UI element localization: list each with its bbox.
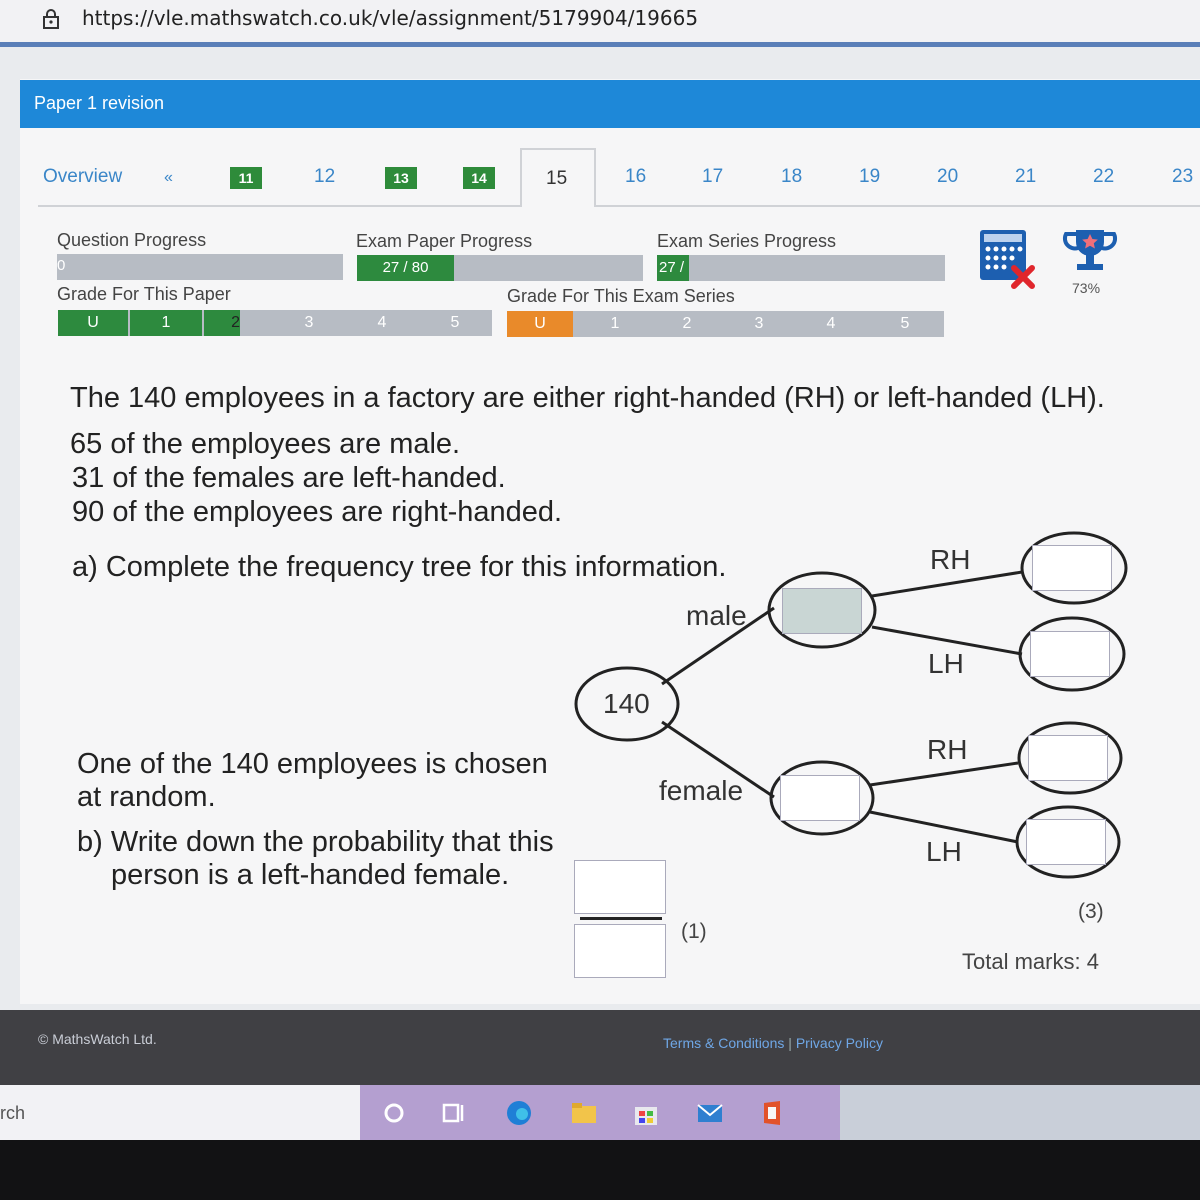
question-line-1: The 140 employees in a factory are either right-handed (RH) or left-handed (LH). xyxy=(70,382,1105,414)
branch-female-rh xyxy=(870,763,1018,785)
marks-part-b: (1) xyxy=(681,920,707,943)
file-explorer-icon[interactable] xyxy=(570,1099,598,1127)
terms-link[interactable]: Terms & Conditions xyxy=(663,1035,785,1051)
tab-prev-arrow[interactable]: « xyxy=(164,169,173,186)
trophy-percent: 73% xyxy=(1072,280,1101,296)
grade-paper-segment: 2 xyxy=(204,310,240,336)
male-label: male xyxy=(686,600,747,631)
random-line-1: One of the 140 employees is chosen xyxy=(77,748,548,780)
random-line-2: at random. xyxy=(77,781,216,813)
footer-links xyxy=(663,1035,883,1051)
male-rh-answer-input[interactable] xyxy=(1032,545,1112,591)
copyright: © MathsWatch Ltd. xyxy=(38,1031,157,1047)
question-progress-value: 0 xyxy=(57,257,66,274)
windows-taskbar xyxy=(0,1085,1200,1140)
grade-paper-segment: U xyxy=(58,310,128,336)
tab-20[interactable]: 20 xyxy=(937,166,959,187)
edge-browser-icon[interactable] xyxy=(505,1099,533,1127)
tab-17[interactable]: 17 xyxy=(702,166,724,187)
tab-13[interactable]: 13 xyxy=(385,167,417,189)
grade-series-segment: 3 xyxy=(754,315,764,332)
grade-paper-segment: 5 xyxy=(450,314,460,331)
site-footer xyxy=(0,1010,1200,1085)
mail-icon[interactable] xyxy=(696,1099,724,1127)
part-a-instruction: a) Complete the frequency tree for this information. xyxy=(72,551,727,583)
question-line-4: 90 of the employees are right-handed. xyxy=(72,496,563,528)
probability-denominator-input[interactable] xyxy=(574,924,666,978)
female-label: female xyxy=(659,775,744,806)
part-b-line-2: person is a left-handed female. xyxy=(111,859,510,891)
grade-series-segment: U xyxy=(507,311,573,337)
lh-label-female: LH xyxy=(926,836,962,867)
rh-label-female: RH xyxy=(927,734,968,765)
grade-paper-label: Grade For This Paper xyxy=(57,284,231,304)
exam-series-progress-label: Exam Series Progress xyxy=(657,231,837,251)
taskbar-apps xyxy=(360,1085,840,1140)
part-b-line-1: b) Write down the probability that this xyxy=(77,826,554,858)
search-placeholder: rch xyxy=(0,1103,26,1123)
marks-part-a: (3) xyxy=(1078,900,1104,923)
tab-14[interactable]: 14 xyxy=(463,167,495,189)
tab-15-label: 15 xyxy=(546,168,568,189)
rh-label-male: RH xyxy=(930,544,971,575)
office-icon[interactable] xyxy=(758,1099,786,1127)
exam-paper-progress-fill: 27 / 80 xyxy=(357,255,454,281)
question-progress-label: Question Progress xyxy=(57,230,207,250)
tab-overview[interactable]: Overview xyxy=(43,166,123,187)
male-answer-input[interactable] xyxy=(782,588,862,634)
tab-11[interactable]: 11 xyxy=(230,167,262,189)
tab-18[interactable]: 18 xyxy=(781,166,803,187)
grade-series-label: Grade For This Exam Series xyxy=(507,286,735,306)
monitor-bezel xyxy=(0,1140,1200,1200)
tab-12[interactable]: 12 xyxy=(314,166,336,187)
probability-numerator-input[interactable] xyxy=(574,860,666,914)
page-title: Paper 1 revision xyxy=(34,93,165,113)
tab-21[interactable]: 21 xyxy=(1015,166,1037,187)
question-line-3: 31 of the females are left-handed. xyxy=(72,462,506,494)
grade-series-segment: 2 xyxy=(682,315,692,332)
task-view-icon[interactable] xyxy=(440,1099,468,1127)
footer-separator: | xyxy=(788,1035,792,1051)
total-marks: Total marks: 4 xyxy=(962,949,1099,974)
tab-19[interactable]: 19 xyxy=(859,166,881,187)
root-value: 140 xyxy=(603,688,650,719)
male-lh-answer-input[interactable] xyxy=(1030,631,1110,677)
female-rh-answer-input[interactable] xyxy=(1028,735,1108,781)
lh-label-male: LH xyxy=(928,648,964,679)
cortana-icon[interactable] xyxy=(380,1099,408,1127)
grade-paper-segment: 4 xyxy=(377,314,387,331)
url-field[interactable]: https://vle.mathswatch.co.uk/vle/assignment/5179904/19665 xyxy=(82,6,699,30)
exam-paper-progress-label: Exam Paper Progress xyxy=(356,231,533,251)
grade-paper-segment: 1 xyxy=(130,310,202,336)
fraction-bar xyxy=(580,917,662,920)
grade-series-segment: 1 xyxy=(610,315,620,332)
tab-22[interactable]: 22 xyxy=(1093,166,1115,187)
female-answer-input[interactable] xyxy=(780,775,860,821)
tab-16[interactable]: 16 xyxy=(625,166,647,187)
tab-23[interactable]: 23 xyxy=(1172,166,1194,187)
exam-series-progress-fill: 27 / xyxy=(657,255,689,281)
grade-series-segment: 5 xyxy=(900,315,910,332)
grade-series-segment: 4 xyxy=(826,315,836,332)
privacy-link[interactable]: Privacy Policy xyxy=(795,1035,883,1051)
grade-paper-segment: 3 xyxy=(304,314,314,331)
taskbar-search-box[interactable] xyxy=(0,1085,360,1140)
female-lh-answer-input[interactable] xyxy=(1026,819,1106,865)
question-line-2: 65 of the employees are male. xyxy=(70,428,461,460)
store-icon[interactable] xyxy=(632,1099,660,1127)
